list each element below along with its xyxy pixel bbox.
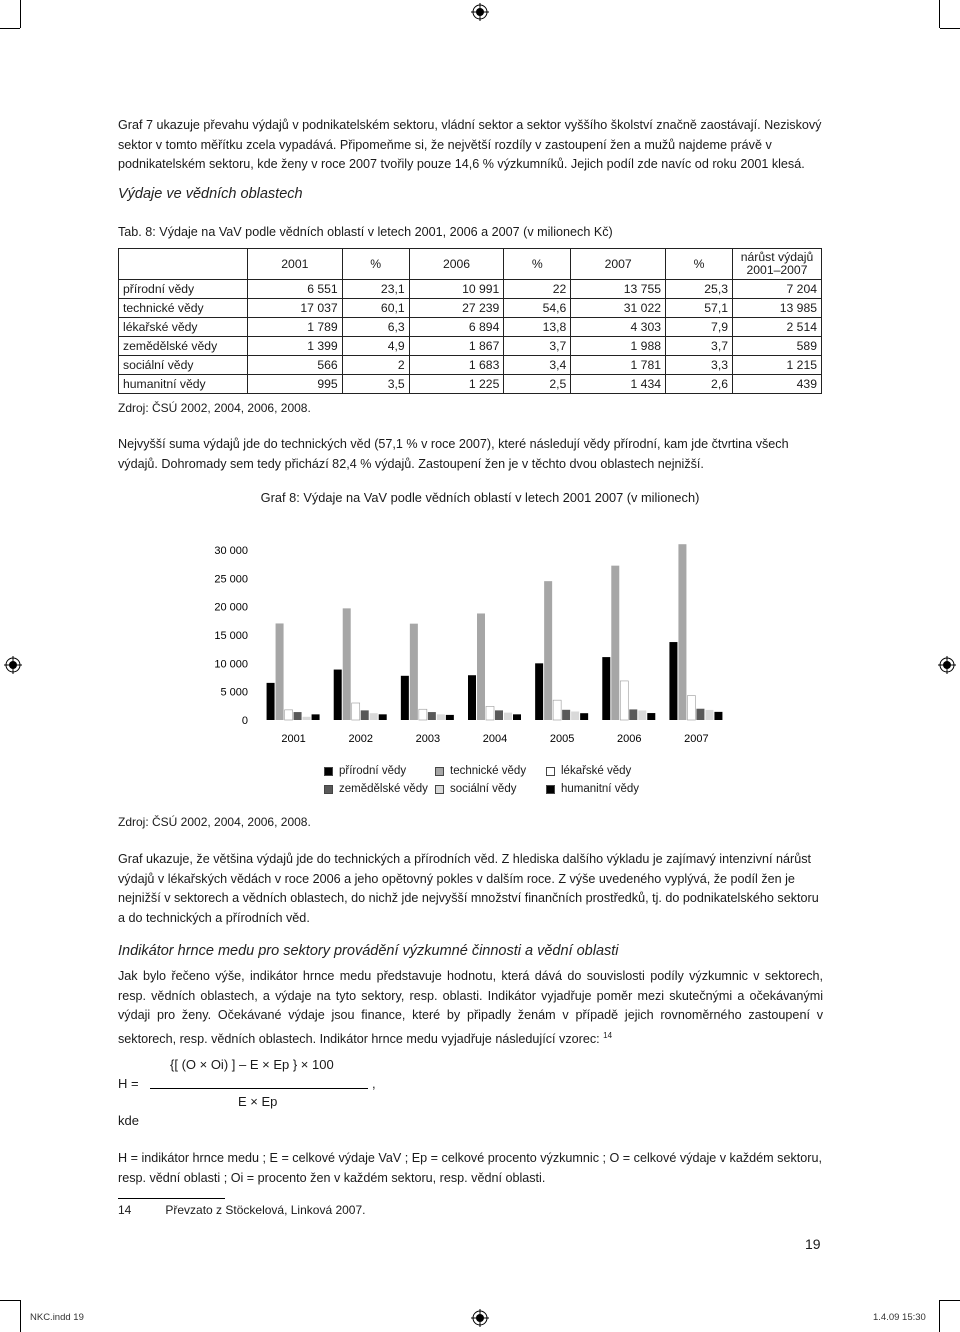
y-tick-label: 5 000: [220, 686, 248, 699]
intro-paragraph: Graf 7 ukazuje převahu výdajů v podnikatelském sektoru, vládní sektor a sektor vyššího školství značně zaostávají. Neziskový sektor v tomto měřítku zcela vypadává. Připomeňme si, že největší rozdíly v zastoupení žen a mužů najdeme právě v podnikatelském sektoru, kde ženy v roce 2007 tvořily pouze 14,6 % výzkumníků. Jejich podíl zde navíc od roku 2001 klesá.: [118, 118, 822, 171]
bar: [638, 710, 646, 720]
y-tick-label: 10 000: [214, 658, 248, 671]
x-tick-label: 2007: [684, 733, 709, 745]
table-cell: 60,1: [342, 299, 409, 318]
registration-mark-icon: [471, 1309, 489, 1327]
bar-chart: [195, 540, 735, 755]
table-cell: 1 215: [733, 356, 822, 375]
formula-comma: ,: [372, 1076, 376, 1091]
crop-mark: [939, 1300, 940, 1332]
table-cell: 2 514: [733, 318, 822, 337]
table-header-cell: nárůst výdajů 2001–2007: [733, 249, 822, 280]
y-tick-label: 15 000: [214, 630, 248, 642]
bar: [714, 712, 722, 720]
bar: [285, 710, 293, 720]
table-header-cell: 2001: [248, 249, 343, 280]
paragraph-indicator-text: Jak bylo řečeno výše, indikátor hrnce medu představuje hodnotu, která dává do souvislosti podíly výzkumnic v sektorech, resp. vědních oblastech, a výdaje na tyto sektory, resp. oblasti. Indikátor vyjadřuje poměr mezi skutečnými a očekávanými výdaji pro ženy. Očekávané výdaje jsou finance, které by připadly ženám v případě jejich rovnoměrného zastoupení v sektorech, resp. vědních oblastech. Indikátor hrnce medu vyjadřuje následující vzorec:: [118, 969, 823, 1046]
paragraph-technical-sciences: Nejvyšší suma výdajů jde do technických věd (57,1 % v roce 2007), které následují vědy přírodní, kam jde čtvrtina všech výdajů. Dohromady sem tedy přichází 82,4 % výdajů. Zastoupení žen je v těchto dvou oblastech nejnižší.: [118, 437, 789, 471]
table-cell: 6 551: [248, 280, 343, 299]
formula-lhs: H =: [118, 1076, 139, 1091]
table-cell: 7 204: [733, 280, 822, 299]
bar: [553, 700, 561, 720]
table-header-cell: 2007: [571, 249, 666, 280]
bar: [428, 712, 436, 720]
bar: [303, 717, 311, 720]
table-cell: 4 303: [571, 318, 666, 337]
bar: [687, 696, 695, 720]
x-tick-label: 2002: [348, 733, 373, 745]
legend-swatch: [324, 767, 333, 776]
bar: [647, 713, 655, 720]
bar: [267, 683, 275, 720]
table-cell: 1 781: [571, 356, 666, 375]
bar: [312, 714, 320, 720]
legend-label: zemědělské vědy: [339, 783, 428, 795]
formula-denominator: E × Ep: [238, 1094, 278, 1109]
table-caption: Tab. 8: Výdaje na VaV podle vědních oblastí v letech 2001, 2006 a 2007 (v milionech Kč): [118, 225, 613, 239]
bar: [446, 715, 454, 720]
bar: [370, 713, 378, 720]
y-tick-label: 20 000: [214, 601, 248, 614]
legend-item: [324, 780, 435, 798]
formula-fraction-line: [150, 1088, 368, 1089]
bar: [334, 670, 342, 720]
bar: [437, 714, 445, 720]
table-cell: 57,1: [666, 299, 733, 318]
table-header-cell: %: [342, 249, 409, 280]
formula-kde: kde: [118, 1113, 139, 1128]
section-heading-honey-pot: Indikátor hrnce medu pro sektory provádění výzkumné činnosti a vědní oblasti: [118, 943, 619, 959]
table-cell: 27 239: [409, 299, 504, 318]
bar: [513, 714, 521, 720]
table-row-label: lékařské vědy: [119, 318, 248, 337]
footnote-text: Převzato z Stöckelová, Linková 2007.: [165, 1203, 366, 1217]
table-row: [119, 299, 822, 318]
bar: [696, 709, 704, 720]
registration-mark-icon: [4, 656, 22, 674]
table-header-row: [119, 249, 822, 280]
bar: [602, 657, 610, 720]
legend-swatch: [546, 785, 555, 794]
section-heading-fields: Výdaje ve vědních oblastech: [118, 186, 303, 202]
footnote-number: 14: [118, 1203, 132, 1217]
table-cell: 3,7: [504, 337, 571, 356]
bar: [401, 676, 409, 720]
legend-item: [435, 762, 546, 780]
bar: [678, 544, 686, 720]
table-row: [119, 280, 822, 299]
slug-file: NKC.indd 19: [30, 1312, 84, 1323]
bar: [580, 713, 588, 720]
legend-item: [546, 762, 657, 780]
table-cell: 22: [504, 280, 571, 299]
bar: [504, 713, 512, 720]
paragraph-legend-of-formula: H = indikátor hrnce medu ; E = celkové výdaje VaV ; Ep = celkové procento výzkumnic ; O = celkové výdaje v každém sektoru, resp. vědní oblasti ; Oi = procento žen v každém sektoru, resp. vědní oblasti.: [118, 1151, 822, 1185]
table-cell: 2,6: [666, 375, 733, 394]
y-tick-label: 25 000: [214, 573, 248, 586]
bar: [379, 714, 387, 720]
bar: [495, 710, 503, 720]
expenditure-table: [118, 248, 822, 394]
crop-mark: [20, 1300, 21, 1332]
chart-caption: Graf 8: Výdaje na VaV podle vědních oblastí v letech 2001 2007 (v milionech): [260, 490, 700, 505]
table-row: [119, 318, 822, 337]
crop-mark: [0, 28, 20, 29]
table-cell: 25,3: [666, 280, 733, 299]
table-cell: 1 789: [248, 318, 343, 337]
chart-legend: [324, 762, 657, 798]
table-cell: 566: [248, 356, 343, 375]
bar: [276, 623, 284, 720]
legend-swatch: [324, 785, 333, 794]
y-tick-label: 0: [241, 715, 248, 727]
crop-mark: [20, 0, 21, 28]
bar: [705, 710, 713, 720]
bar: [611, 566, 619, 720]
bar: [571, 712, 579, 721]
bar: [361, 710, 369, 720]
table-cell: 439: [733, 375, 822, 394]
slug-date: 1.4.09 15:30: [873, 1312, 926, 1323]
bar: [477, 613, 485, 720]
table-cell: 7,9: [666, 318, 733, 337]
table-cell: 13 985: [733, 299, 822, 318]
table-row: [119, 356, 822, 375]
table-cell: 1 434: [571, 375, 666, 394]
table-cell: 1 225: [409, 375, 504, 394]
table-row-label: zemědělské vědy: [119, 337, 248, 356]
legend-swatch: [546, 767, 555, 776]
legend-label: lékařské vědy: [561, 765, 632, 777]
table-row-label: technické vědy: [119, 299, 248, 318]
table-cell: 17 037: [248, 299, 343, 318]
table-header-cell: %: [666, 249, 733, 280]
bar: [535, 663, 543, 720]
bar: [294, 712, 302, 720]
table-cell: 3,4: [504, 356, 571, 375]
legend-label: přírodní vědy: [339, 765, 407, 777]
table-cell: 54,6: [504, 299, 571, 318]
table-cell: 2,5: [504, 375, 571, 394]
crop-mark: [0, 1300, 20, 1301]
footnote-ref: 14: [603, 1030, 613, 1040]
legend-label: technické vědy: [450, 765, 527, 777]
page-number: 19: [805, 1236, 821, 1252]
bar: [562, 710, 570, 720]
paragraph-chart-comment: Graf ukazuje, že většina výdajů jde do technických a přírodních věd. Z hlediska dalšího výkladu je zajímavý intenzivní nárůst výdajů v lékařských vědách v roce 2006 a jeho opětovný pokles v dalším roce. Z výše uvedeného vyplývá, že podíl žen je nejnižší v sektorech a vědních oblastech, do nichž jde nejvyšší množství finančních prostředků, tj. do podnikatelského sektoru a do technických a přírodních věd.: [118, 852, 819, 925]
x-tick-label: 2005: [549, 733, 575, 745]
table-cell: 589: [733, 337, 822, 356]
table-header-cell: %: [504, 249, 571, 280]
table-cell: 13 755: [571, 280, 666, 299]
x-tick-label: 2004: [482, 733, 508, 745]
bar: [352, 703, 360, 720]
bar: [486, 706, 494, 720]
bar: [410, 624, 418, 720]
table-row-label: humanitní vědy: [119, 375, 248, 394]
paragraph-indicator: [118, 967, 823, 1049]
table-cell: 3,3: [666, 356, 733, 375]
bar: [620, 681, 628, 720]
legend-item: [435, 780, 546, 798]
legend-swatch: [435, 767, 444, 776]
x-tick-label: 2006: [617, 733, 642, 745]
legend-label: sociální vědy: [450, 783, 517, 795]
table-cell: 10 991: [409, 280, 504, 299]
legend-label: humanitní vědy: [561, 783, 639, 795]
table-cell: 1 399: [248, 337, 343, 356]
table-source: Zdroj: ČSÚ 2002, 2004, 2006, 2008.: [118, 401, 311, 415]
table-cell: 4,9: [342, 337, 409, 356]
crop-mark: [940, 28, 960, 29]
table-cell: 1 683: [409, 356, 504, 375]
table-cell: 23,1: [342, 280, 409, 299]
bar: [343, 608, 351, 720]
bar: [669, 642, 677, 720]
crop-mark: [940, 1300, 960, 1301]
legend-swatch: [435, 785, 444, 794]
x-tick-label: 2003: [415, 733, 441, 745]
bar: [419, 709, 427, 720]
crop-mark: [939, 0, 940, 28]
table-cell: 3,5: [342, 375, 409, 394]
bar: [544, 581, 552, 720]
table-cell: 6,3: [342, 318, 409, 337]
registration-mark-icon: [938, 656, 956, 674]
registration-mark-icon: [471, 3, 489, 21]
chart-source: Zdroj: ČSÚ 2002, 2004, 2006, 2008.: [118, 815, 311, 829]
table-header-cell: 2006: [409, 249, 504, 280]
table-cell: 1 988: [571, 337, 666, 356]
table-row-label: sociální vědy: [119, 356, 248, 375]
table-row: [119, 337, 822, 356]
table-cell: 995: [248, 375, 343, 394]
table-cell: 1 867: [409, 337, 504, 356]
footnote: [118, 1203, 365, 1217]
table-header-cell: [119, 249, 248, 280]
formula-numerator: {[ (O × Oi) ] – E × Ep } × 100: [170, 1057, 334, 1072]
table-row: [119, 375, 822, 394]
bar: [629, 709, 637, 720]
footnote-separator: [118, 1198, 225, 1199]
legend-item: [546, 780, 657, 798]
table-cell: 2: [342, 356, 409, 375]
table-row-label: přírodní vědy: [119, 280, 248, 299]
table-cell: 6 894: [409, 318, 504, 337]
y-tick-label: 30 000: [214, 545, 248, 557]
table-cell: 3,7: [666, 337, 733, 356]
table-cell: 13,8: [504, 318, 571, 337]
x-tick-label: 2001: [281, 733, 306, 745]
legend-item: [324, 762, 435, 780]
table-cell: 31 022: [571, 299, 666, 318]
bar: [468, 675, 476, 720]
